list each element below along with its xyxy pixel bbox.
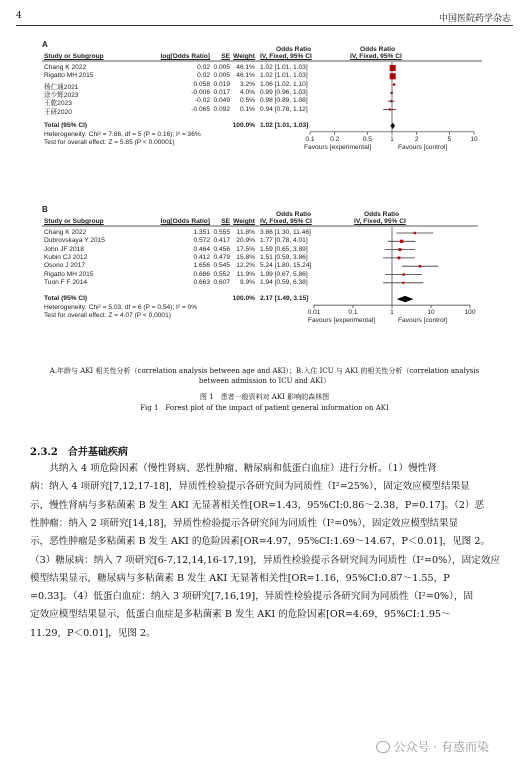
se-value: 0.555 (213, 229, 230, 236)
total-weight: 100.0% (232, 295, 255, 303)
study-marker (391, 92, 393, 94)
se-value: 0.049 (213, 97, 230, 105)
study-marker (419, 265, 421, 267)
col-ci-header: IV, Fixed, 95% CI (260, 218, 312, 225)
watermark-text: 公众号 · 有惑而染 (393, 740, 489, 754)
weight-value: 20.9% (236, 237, 255, 245)
forest-plot-graphics (42, 40, 492, 190)
se-value: 0.607 (213, 278, 230, 286)
heterogeneity-text: Heterogeneity: Chi² = 7.86, df = 5 (P = 0.16); I² = 36% (44, 130, 201, 138)
x-tick-label: 0.2 (330, 135, 340, 143)
col-odds-ratio-plot-title: Odds Ratio (364, 211, 400, 218)
weight-value: 46.1% (236, 64, 255, 71)
study-marker (414, 232, 416, 234)
body-line: 示，恶性肿瘤是多粘菌素 B 发生 AKI 的危险因素[OR=4.97，95%CI:1.69～14.67，P＜0.01]，见图 2。 (30, 536, 491, 548)
log-or-value: -0.02 (194, 97, 210, 105)
figure-title-cn: 图 1 患者一般资料对 AKI 影响的森林图 (199, 393, 330, 401)
col-plot-ci-header: IV, Fixed, 95% CI (350, 53, 402, 60)
x-tick-label: 10 (427, 309, 435, 317)
study-name: 王乾2023 (44, 100, 72, 108)
forest-plot-b (42, 205, 492, 360)
log-or-value: 1.656 (193, 262, 210, 270)
log-or-value: 0.02 (197, 72, 210, 80)
wechat-icon (376, 741, 390, 753)
study-marker (393, 84, 395, 86)
weight-value: 3.2% (239, 80, 255, 88)
col-weight-header: Weight (233, 53, 255, 60)
body-line: 模型结果显示，糖尿病与多粘菌素 B 发生 AKI 无显著相关性[OR=1.16，95%CI:0.87～1.55，P (30, 572, 450, 584)
panel-label: B (42, 205, 48, 214)
ci-value: 0.94 [0.78, 1.12] (260, 105, 308, 113)
weight-value: 17.5% (236, 245, 255, 253)
x-tick-label: 0.5 (362, 135, 372, 143)
ci-value: 1.02 [1.01, 1.03] (260, 64, 308, 71)
se-value: 0.005 (213, 72, 230, 80)
weight-value: 0.1% (239, 105, 255, 113)
overall-effect-text: Test for overall effect: Z = 5.85 (P < 0.00001) (44, 138, 175, 146)
weight-value: 11.8% (236, 229, 255, 236)
x-tick-label: 10 (470, 135, 478, 143)
log-or-value: -0.065 (191, 105, 210, 113)
ci-value: 1.99 [0.67, 5.86] (260, 270, 308, 278)
col-weight-header: Weight (233, 218, 255, 225)
log-or-value: 1.351 (193, 229, 210, 236)
pooled-diamond (397, 296, 414, 302)
weight-value: 0.5% (239, 97, 255, 105)
favours-left: Favours [experimental] (308, 317, 376, 325)
body-line: 病：纳入 4 项研究[7,12,17-18]，异质性检验提示各研究间为同质性（I²=25%），固定效应模型结果显 (30, 481, 470, 493)
favours-left: Favours [experimental] (304, 143, 372, 151)
study-name: Osorio J 2017 (44, 262, 86, 270)
se-value: 0.092 (213, 105, 230, 113)
body-line: 共纳入 4 项危险因素（慢性肾病、恶性肿瘤、糖尿病和低蛋白血症）进行分析。（1）慢性肾 (30, 463, 437, 474)
heterogeneity-text: Heterogeneity: Chi² = 5.03, df = 6 (P = 0.54); I² = 0% (44, 304, 198, 312)
weight-value: 4.0% (239, 88, 255, 96)
header-rule (16, 25, 513, 26)
study-name: 涂少辉2023 (44, 91, 79, 99)
pooled-diamond (390, 123, 395, 129)
forest-plot-a (42, 40, 492, 190)
study-name: 王研2020 (44, 108, 72, 116)
col-log-or-header: log[Odds Ratio] (160, 53, 210, 60)
log-or-value: 0.412 (193, 253, 210, 261)
x-tick-label: 1 (390, 309, 394, 317)
se-value: 0.545 (213, 262, 230, 270)
study-marker (398, 248, 401, 251)
total-weight: 100.0% (232, 121, 255, 129)
col-study-header: Study or Subgroup (44, 218, 104, 225)
study-name: Chang K 2022 (44, 64, 87, 71)
se-value: 0.005 (213, 64, 230, 71)
section-heading: 2.3.2 合并基础疾病 (30, 447, 128, 458)
watermark (376, 738, 489, 755)
ci-value: 1.06 [1.02, 1.10] (260, 80, 308, 88)
weight-value: 46.1% (236, 72, 255, 80)
log-or-value: -0.006 (191, 88, 210, 96)
figure-title-en: Fig 1 Forest plot of the impact of patient general information on AKI (140, 404, 389, 412)
log-or-value: 0.464 (193, 245, 210, 253)
col-ci-header: IV, Fixed, 95% CI (260, 53, 312, 60)
x-tick-label: 2 (414, 135, 419, 143)
study-name: John JF 2018 (44, 245, 84, 253)
x-tick-label: 100 (464, 309, 476, 317)
col-odds-ratio-plot-title: Odds Ratio (360, 46, 396, 53)
study-name: Rigatto MH 2015 (44, 270, 94, 278)
study-marker (390, 73, 396, 79)
body-line: =0.33]。（4）低蛋白血症：纳入 3 项研究[7,16,19]，异质性检验提示各研究间为同质性（I²=0%），固 (30, 591, 474, 603)
total-label: Total (95% CI) (44, 295, 88, 303)
col-odds-ratio-title: Odds Ratio (276, 46, 312, 53)
total-ci: 2.17 [1.49, 3.15] (260, 295, 309, 303)
se-value: 0.479 (213, 253, 230, 261)
ci-value: 1.77 [0.78, 4.01] (260, 237, 308, 245)
log-or-value: 0.02 (197, 64, 210, 71)
caption-line-1: A.年龄与 AKI 相关性分析（correlation analysis between age and AKI）；B.入住 ICU 与 AKI 的相关性分析（correlation analysis (49, 367, 480, 375)
x-tick-label: 5 (447, 135, 452, 143)
caption-line-2: between admission to ICU and AKI） (198, 377, 331, 385)
se-value: 0.417 (213, 237, 230, 245)
study-marker (390, 65, 396, 71)
body-line: 性肿瘤：纳入 2 项研究[14,18]，异质性检验提示各研究间为同质性（I²=0%），固定效应模型结果显 (30, 517, 459, 529)
x-tick-label: 0.1 (348, 309, 358, 317)
study-marker (389, 108, 391, 110)
col-se-header: SE (221, 53, 230, 60)
weight-value: 15.8% (236, 253, 255, 261)
study-name: Dubrovskaya Y 2015 (44, 237, 105, 245)
ci-value: 5.24 [1.80, 15.24] (260, 262, 312, 270)
log-or-value: 0.686 (193, 270, 210, 278)
weight-value: 11.9% (236, 270, 255, 278)
col-plot-ci-header: IV, Fixed, 95% CI (354, 218, 406, 225)
weight-value: 9.9% (239, 278, 255, 286)
x-tick-label: 0.1 (305, 135, 315, 143)
x-tick-label: 1 (390, 135, 394, 143)
favours-right: Favours [control] (398, 143, 448, 151)
study-name: Kubin CJ 2012 (44, 253, 88, 261)
weight-value: 12.2% (236, 262, 255, 270)
se-value: 0.552 (213, 270, 230, 278)
x-tick-label: 0.01 (307, 309, 321, 317)
total-ci: 1.02 [1.01, 1.03] (260, 121, 309, 129)
se-value: 0.456 (213, 245, 230, 253)
study-name: Tuon F F 2014 (44, 278, 88, 286)
study-marker (400, 240, 403, 243)
study-marker (398, 257, 401, 260)
ci-value: 1.94 [0.59, 6.38] (260, 278, 308, 286)
body-line: 示，慢性肾病与多粘菌素 B 发生 AKI 无显著相关性[OR=1.43，95%CI:0.86～2.38，P=0.17]。（2）恶 (30, 499, 485, 511)
log-or-value: 0.058 (193, 80, 210, 88)
body-line: 11.29，P＜0.01]，见图 2。 (30, 627, 156, 639)
journal-name: 中国医院药学杂志 (438, 14, 511, 24)
study-name: Chang K 2022 (44, 229, 87, 236)
ci-value: 1.59 [0.65, 3.89] (260, 245, 308, 253)
log-or-value: 0.572 (193, 237, 210, 245)
total-label: Total (95% CI) (44, 121, 88, 129)
study-marker (402, 282, 404, 284)
se-value: 0.019 (213, 80, 230, 88)
body-line: （3）糖尿病：纳入 7 项研究[6-7,12,14,16-17,19]，异质性检验提示各研究间为同质性（I²=0%），固定效应 (30, 554, 501, 566)
se-value: 0.017 (213, 88, 230, 96)
ci-value: 0.98 [0.89, 1.08] (260, 97, 308, 105)
col-se-header: SE (221, 218, 230, 225)
ci-value: 1.51 [0.59, 3.86] (260, 253, 308, 261)
study-name: Rigatto MH 2015 (44, 72, 94, 80)
study-marker (402, 273, 404, 275)
favours-right: Favours [control] (398, 317, 448, 325)
ci-value: 0.99 [0.96, 1.03] (260, 88, 308, 96)
overall-effect-text: Test for overall effect: Z = 4.07 (P < 0.0001) (44, 312, 171, 320)
panel-label: A (42, 40, 48, 49)
col-log-or-header: log[Odds Ratio] (160, 218, 210, 225)
col-study-header: Study or Subgroup (44, 53, 104, 60)
ci-value: 1.02 [1.01, 1.03] (260, 72, 308, 80)
figure-caption (24, 366, 505, 386)
ci-value: 3.86 [1.30, 11.46] (260, 229, 311, 236)
body-line: 定效应模型结果显示，低蛋白血症是多粘菌素 B 发生 AKI 的危险因素[OR=4.69，95%CI:1.95～ (30, 609, 451, 621)
col-odds-ratio-title: Odds Ratio (276, 211, 312, 218)
study-name: 杨仁通2021 (44, 83, 79, 91)
log-or-value: 0.663 (193, 278, 210, 286)
page-number: 4 (16, 11, 22, 21)
